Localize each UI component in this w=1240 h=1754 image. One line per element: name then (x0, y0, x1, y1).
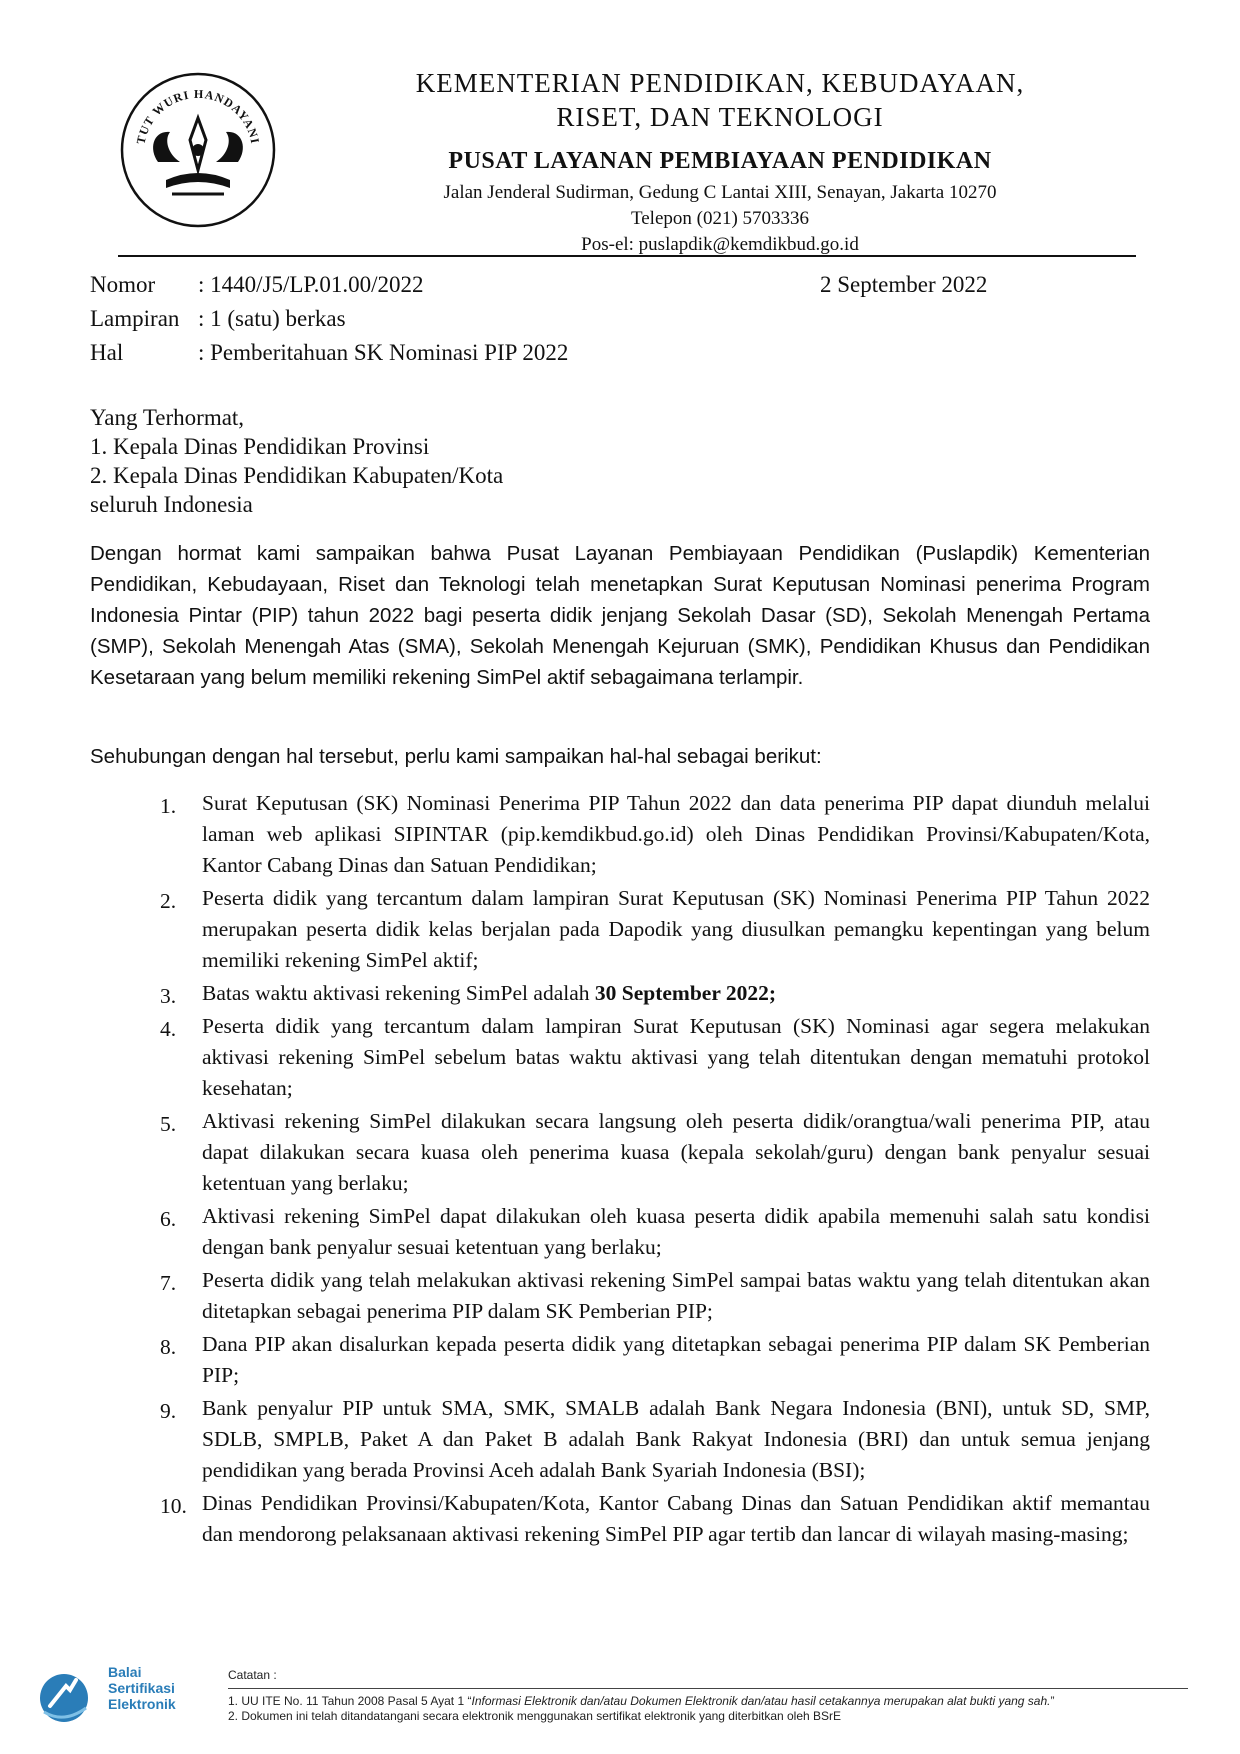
list-text: Aktivasi rekening SimPel dapat dilakukan oleh kuasa peserta didik apabila memenuhi salah satu kondisi dengan bank penyalur sesuai ketentuan yang berlaku; (202, 1204, 1150, 1259)
nomor-value: : 1440/J5/LP.01.00/2022 (198, 272, 424, 297)
list-number: 2. (160, 889, 177, 913)
recipient-block (90, 403, 503, 519)
list-text: Dana PIP akan disalurkan kepada peserta didik yang ditetapkan sebagai penerima PIP dalam SK Pemberian PIP; (202, 1332, 1150, 1387)
note-2: 2. Dokumen ini telah ditandatangani secara elektronik menggunakan sertifikat elektronik yang diterbitkan oleh BSrE (228, 1709, 842, 1723)
letter-date: 2 September 2022 (820, 272, 988, 297)
bsre-line-3: Elektronik (108, 1696, 176, 1712)
email-line: Pos-el: puslapdik@kemdikbud.go.id (581, 234, 859, 255)
meta-row-hal (90, 336, 568, 370)
list-item (160, 978, 1150, 1009)
meta-row-nomor (90, 268, 568, 302)
note-1-prefix: 1. UU ITE No. 11 Tahun 2008 Pasal 5 Ayat 1 “ (228, 1694, 472, 1708)
note-1-quote: Informasi Elektronik dan/atau Dokumen Elektronik dan/atau hasil cetakannya merupakan alat bukti yang sah. (471, 1694, 1051, 1708)
hal-value: : Pemberitahuan SK Nominasi PIP 2022 (198, 340, 569, 365)
list-item (160, 1265, 1150, 1327)
bsre-logo-icon (36, 1668, 104, 1724)
list-item (160, 1329, 1150, 1391)
list-item (160, 1106, 1150, 1199)
list-number: 10. (160, 1494, 187, 1518)
ministry-line-1: KEMENTERIAN PENDIDIKAN, KEBUDAYAAN, (415, 68, 1025, 98)
nomor-label: Nomor (90, 272, 156, 297)
list-item (160, 1488, 1150, 1550)
list-text: Bank penyalur PIP untuk SMA, SMK, SMALB adalah Bank Negara Indonesia (BNI), untuk SD, SMP, SDLB, SMPLB, Paket A dan Paket B adalah Bank Rakyat Indonesia (BRI) dan untuk semua jenjang pendidikan yang berada Provinsi Aceh adalah Bank Syariah Indonesia (BSI); (202, 1396, 1150, 1482)
salutation: Yang Terhormat, (90, 405, 245, 430)
list-text: Batas waktu aktivasi rekening SimPel adalah (202, 981, 595, 1005)
tut-wuri-handayani-logo (118, 70, 278, 230)
recipient-line-1: 1. Kepala Dinas Pendidikan Provinsi (90, 434, 430, 459)
logo-motto: TUT WURI HANDAYANI (133, 86, 263, 146)
footer-notes (228, 1668, 1188, 1724)
list-number: 7. (160, 1271, 177, 1295)
note-1-suffix: ” (1050, 1694, 1055, 1708)
unit-name: PUSAT LAYANAN PEMBIAYAAN PENDIDIKAN (448, 148, 992, 174)
list-number: 8. (160, 1335, 177, 1359)
notes-caption: Catatan : (228, 1668, 277, 1682)
opening-paragraph: Dengan hormat kami sampaikan bahwa Pusat Layanan Pembiayaan Pendidikan (Puslapdik) Kementerian Pendidikan, Kebudayaan, Riset dan Teknologi telah menetapkan Surat Keputusan Nominasi penerima Program Indonesia Pintar (PIP) tahun 2022 bagi peserta didik jenjang Sekolah Dasar (SD), Sekolah Menengah Pertama (SMP), Sekolah Menengah Atas (SMA), Sekolah Menengah Kejuruan (SMK), Pendidikan Khusus dan Pendidikan Kesetaraan yang belum memiliki rekening SimPel aktif sebagaimana terlampir. (90, 542, 1150, 689)
ministry-line-2: RISET, DAN TEKNOLOGI (556, 102, 884, 132)
header-divider (118, 255, 1136, 257)
bsre-wordmark (108, 1664, 176, 1712)
list-item (160, 1393, 1150, 1486)
notes-divider (228, 1688, 1188, 1689)
deadline-date: 30 September 2022; (594, 981, 777, 1005)
phone-line: Telepon (021) 5703336 (630, 208, 810, 229)
list-number: 1. (160, 794, 177, 818)
lampiran-value: : 1 (satu) berkas (198, 306, 346, 331)
recipient-line-2: 2. Kepala Dinas Pendidikan Kabupaten/Kota (90, 463, 504, 488)
list-text: Aktivasi rekening SimPel dilakukan secara langsung oleh peserta didik/orangtua/wali penerima PIP, atau dapat dilakukan secara kuasa oleh penerima kuasa (kepala sekolah/guru) dengan bank penyalur sesuai ketentuan yang berlaku; (202, 1109, 1150, 1195)
list-item (160, 1011, 1150, 1104)
letter-meta (90, 268, 568, 370)
ministry-name (340, 66, 1100, 134)
list-number: 5. (160, 1112, 177, 1136)
list-text: Dinas Pendidikan Provinsi/Kabupaten/Kota, Kantor Cabang Dinas dan Satuan Pendidikan aktif memantau dan mendorong pelaksanaan aktivasi rekening SimPel PIP agar tertib dan lancar di wilayah masing-masing; (202, 1491, 1150, 1546)
list-text: Peserta didik yang telah melakukan aktivasi rekening SimPel sampai batas waktu yang telah ditentukan akan ditetapkan sebagai penerima PIP dalam SK Pemberian PIP; (202, 1268, 1150, 1323)
contact-block (340, 180, 1100, 258)
list-number: 6. (160, 1207, 177, 1231)
bsre-line-1: Balai (108, 1664, 142, 1680)
list-number: 4. (160, 1017, 177, 1041)
list-item (160, 1201, 1150, 1263)
list-text: Peserta didik yang tercantum dalam lampiran Surat Keputusan (SK) Nominasi Penerima PIP Tahun 2022 merupakan peserta didik kelas berjalan pada Dapodik yang diusulkan pemangku kepentingan yang belum memiliki rekening SimPel aktif; (202, 886, 1150, 972)
list-item (160, 788, 1150, 881)
points-list (160, 788, 1150, 1552)
hal-label: Hal (90, 340, 124, 365)
intro-list-paragraph: Sehubungan dengan hal tersebut, perlu kami sampaikan hal-hal sebagai berikut: (90, 745, 822, 768)
list-text: Peserta didik yang tercantum dalam lampiran Surat Keputusan (SK) Nominasi agar segera melakukan aktivasi rekening SimPel sebelum batas waktu aktivasi yang telah ditentukan dengan mematuhi protokol kesehatan; (202, 1014, 1150, 1100)
list-number: 9. (160, 1399, 177, 1423)
bsre-line-2: Sertifikasi (108, 1680, 175, 1696)
lampiran-label: Lampiran (90, 306, 180, 331)
meta-row-lampiran (90, 302, 568, 336)
list-item (160, 883, 1150, 976)
recipient-line-3: seluruh Indonesia (90, 492, 253, 517)
address-line: Jalan Jenderal Sudirman, Gedung C Lantai XIII, Senayan, Jakarta 10270 (443, 182, 997, 203)
note-1 (228, 1694, 1188, 1709)
list-text: Surat Keputusan (SK) Nominasi Penerima PIP Tahun 2022 dan data penerima PIP dapat diunduh melalui laman web aplikasi SIPINTAR (pip.kemdikbud.go.id) oleh Dinas Pendidikan Provinsi/Kabupaten/Kota, Kantor Cabang Dinas dan Satuan Pendidikan; (202, 791, 1150, 877)
list-number: 3. (160, 984, 177, 1008)
